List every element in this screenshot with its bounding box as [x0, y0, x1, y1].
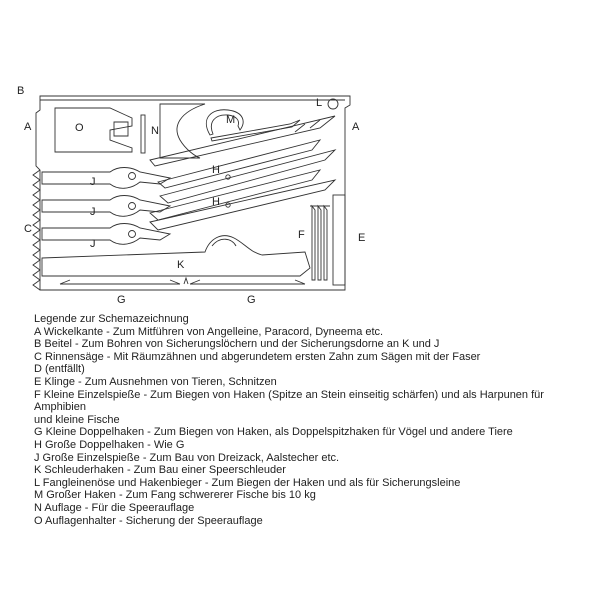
label-H-lower: H — [212, 196, 220, 208]
legend-item: N Auflage - Für die Speerauflage — [34, 501, 195, 514]
legend-item: F Kleine Einzelspieße - Zum Biegen von Haken (Spitze an Stein einseitig schärfen) und als Harpunen für Amphibien — [34, 388, 544, 414]
label-L: L — [316, 97, 323, 109]
doppelhaken-small-left — [60, 280, 180, 284]
label-A-right: A — [352, 121, 360, 133]
schleuderhaken-shape — [42, 236, 310, 276]
einzelspiess-large-3-hole — [129, 231, 136, 238]
label-G-right: G — [247, 294, 256, 306]
klinge-shape — [333, 195, 345, 285]
legend — [34, 313, 584, 527]
label-G-left: G — [117, 294, 126, 306]
bottom-nick — [184, 278, 188, 284]
spike-diagonal-1-barbs — [295, 120, 320, 132]
grosser-haken-shank — [211, 120, 300, 141]
label-N: N — [151, 125, 159, 137]
legend-item: M Großer Haken - Zum Fang schwererer Fische bis 10 kg — [34, 489, 316, 502]
doppelhaken-large-1 — [158, 140, 320, 188]
einzelspiess-small-2 — [318, 206, 321, 280]
legend-title: Legende zur Schemazeichnung — [34, 313, 189, 325]
label-A-left: A — [24, 121, 32, 133]
label-M: M — [226, 114, 236, 126]
legend-item: C Rinnensäge - Mit Räumzähnen und abgerundetem ersten Zahn zum Sägen mit der Faser — [34, 350, 481, 363]
legend-item: O Auflagenhalter - Sicherung der Speerauflage — [34, 514, 263, 527]
legend-item: L Fangleinenöse und Hakenbieger - Zum Biegen der Haken und als für Sicherungsleine — [34, 476, 461, 489]
legend-item: K Schleuderhaken - Zum Bau einer Speerschleuder — [34, 464, 286, 477]
label-K: K — [177, 259, 185, 271]
fangleinenoese-hole — [328, 99, 338, 109]
einzelspiess-small-1 — [312, 206, 315, 280]
doppelhaken-small-right — [190, 280, 305, 284]
legend-item: H Große Doppelhaken - Wie G — [34, 438, 185, 451]
schleuderhaken-notch — [212, 239, 236, 246]
einzelspiess-large-1 — [42, 168, 170, 189]
label-H-upper: H — [212, 164, 220, 176]
legend-item: und kleine Fische — [34, 413, 120, 426]
einzelspiess-large-1-hole — [129, 173, 136, 180]
spike-diagonal-3 — [150, 180, 335, 230]
label-C: C — [24, 223, 32, 235]
bracket-shape — [160, 104, 205, 158]
einzelspiess-small-3 — [324, 206, 327, 280]
legend-item: E Klinge - Zum Ausnehmen von Tieren, Schnitzen — [34, 375, 277, 388]
label-J-2: J — [90, 206, 96, 218]
auflage-shape — [141, 115, 145, 153]
label-E: E — [358, 232, 366, 244]
label-J-3: J — [90, 238, 96, 250]
einzelspiess-large-2-hole — [129, 203, 136, 210]
rinnensaege-teeth — [33, 170, 40, 290]
legend-item: G Kleine Doppelhaken - Zum Biegen von Haken, als Doppelspitzhaken für Vögel und andere Tiere — [34, 426, 513, 439]
grosser-haken-shape — [206, 110, 243, 135]
legend-item: D (entfällt) — [34, 363, 85, 376]
label-J-1: J — [90, 176, 96, 188]
label-O: O — [75, 122, 84, 134]
einzelspiess-large-3 — [42, 224, 170, 245]
auflagenhalter-shape — [55, 108, 132, 152]
label-F: F — [298, 229, 305, 241]
legend-item: B Beitel - Zum Bohren von Sicherungslöchern und der Sicherungsdorne an K und J — [34, 338, 440, 351]
label-B: B — [17, 85, 25, 97]
legend-item: J Große Einzelspieße - Zum Bau von Dreizack, Aalstecher etc. — [34, 451, 340, 464]
legend-item: A Wickelkante - Zum Mitführen von Angelleine, Paracord, Dyneema etc. — [34, 325, 384, 338]
